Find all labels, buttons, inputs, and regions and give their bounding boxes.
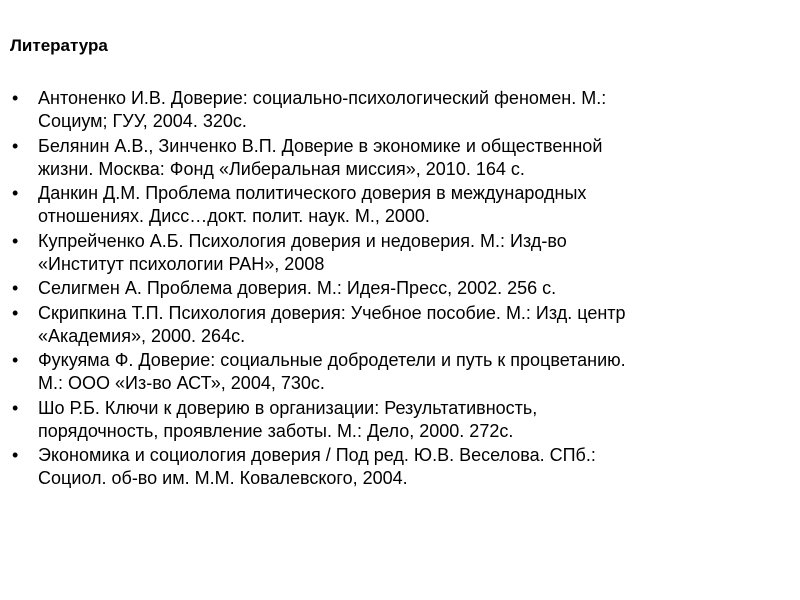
- reference-line: М.: ООО «Из-во АСТ», 2004, 730с.: [38, 373, 325, 393]
- bullet-icon: •: [12, 397, 19, 418]
- reference-line: отношениях. Дисс…докт. полит. наук. М., 2000.: [38, 206, 430, 226]
- reference-line: Купрейченко А.Б. Психология доверия и недоверия. М.: Изд-во: [38, 230, 567, 251]
- reference-line: Селигмен А. Проблема доверия. М.: Идея-Пресс, 2002. 256 с.: [38, 278, 557, 298]
- bullet-icon: •: [12, 302, 19, 323]
- reference-line: Антоненко И.В. Доверие: социально-психологический феномен. М.:: [38, 88, 607, 108]
- reference-line: «Институт психологии РАН», 2008: [38, 253, 325, 274]
- reference-item: [0, 397, 790, 443]
- reference-line: Белянин А.В., Зинченко В.П. Доверие в экономике и общественной: [38, 135, 603, 156]
- bullet-icon: •: [12, 230, 19, 251]
- reference-line: Скрипкина Т.П. Психология доверия: Учебное пособие. М.: Изд. центр: [38, 302, 626, 323]
- bullet-icon: •: [12, 350, 19, 370]
- reference-item: [0, 135, 790, 181]
- reference-line: Шо Р.Б. Ключи к доверию в организации: Результативность,: [38, 397, 538, 418]
- reference-item: [0, 182, 790, 228]
- reference-item: [0, 87, 790, 133]
- reference-list: [0, 87, 790, 492]
- reference-line: порядочность, проявление заботы. М.: Дело, 2000. 272с.: [38, 420, 514, 441]
- reference-line: «Академия», 2000. 264с.: [38, 325, 246, 346]
- slide-title: Литература: [10, 36, 108, 55]
- reference-line: Данкин Д.М. Проблема политического доверия в международных: [38, 183, 587, 203]
- bullet-icon: •: [12, 183, 19, 203]
- bullet-icon: •: [12, 278, 19, 298]
- bullet-icon: •: [12, 135, 19, 156]
- reference-item: [0, 230, 790, 276]
- bullet-icon: •: [12, 445, 19, 465]
- reference-line: Экономика и социология доверия / Под ред. Ю.В. Веселова. СПб.:: [38, 445, 596, 465]
- reference-item: [0, 444, 790, 490]
- reference-line: Социум; ГУУ, 2004. 320с.: [38, 111, 247, 131]
- bullet-icon: •: [12, 88, 19, 108]
- reference-item: [0, 349, 790, 395]
- reference-line: жизни. Москва: Фонд «Либеральная миссия», 2010. 164 с.: [38, 158, 525, 179]
- reference-item: [0, 302, 790, 348]
- reference-item: [0, 277, 790, 300]
- reference-line: Фукуяма Ф. Доверие: социальные добродетели и путь к процветанию.: [38, 350, 626, 370]
- reference-line: Социол. об-во им. М.М. Ковалевского, 2004.: [38, 468, 408, 488]
